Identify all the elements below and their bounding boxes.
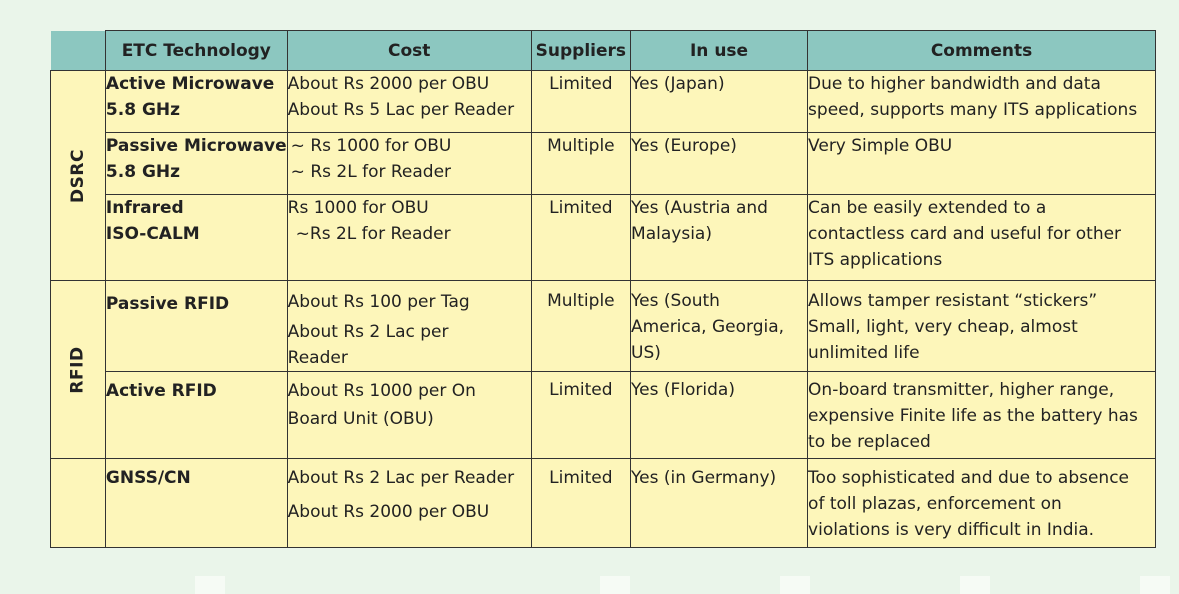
cell-in-use bbox=[631, 71, 808, 133]
text-line: US) bbox=[631, 343, 661, 363]
cell-suppliers: Limited bbox=[531, 71, 630, 133]
text-line: Can be easily extended to a bbox=[808, 198, 1047, 218]
background-decoration bbox=[960, 576, 990, 594]
cell-in-use bbox=[631, 459, 808, 548]
cell-comments bbox=[808, 195, 1156, 281]
text-line: On-board transmitter, higher range, bbox=[808, 380, 1115, 400]
header-technology: ETC Technology bbox=[105, 31, 287, 71]
text-line: of toll plazas, enforcement on bbox=[808, 494, 1062, 514]
text-line: Yes (Austria and bbox=[631, 198, 768, 218]
cell-comments bbox=[808, 281, 1156, 372]
text-line: Yes (Europe) bbox=[631, 136, 737, 156]
cell-technology bbox=[105, 281, 287, 372]
table-row bbox=[51, 281, 1156, 372]
text-line: 5.8 GHz bbox=[105, 100, 181, 120]
cell-cost bbox=[287, 195, 531, 281]
text-line: Active RFID bbox=[105, 381, 217, 401]
background-decoration bbox=[780, 576, 810, 594]
cell-suppliers: Limited bbox=[531, 372, 630, 459]
text-line: Passive RFID bbox=[105, 294, 230, 314]
cell-suppliers: Limited bbox=[531, 195, 630, 281]
text-line: About Rs 5 Lac per Reader bbox=[287, 100, 515, 120]
text-line: violations is very difficult in India. bbox=[808, 520, 1095, 540]
text-line: Active Microwave bbox=[105, 74, 275, 94]
text-line: Too sophisticated and due to absence bbox=[808, 468, 1130, 488]
text-line: About Rs 100 per Tag bbox=[287, 292, 470, 312]
group-text-dsrc: DSRC bbox=[67, 148, 88, 203]
cell-suppliers: Multiple bbox=[531, 281, 630, 372]
group-label-rfid bbox=[51, 281, 106, 459]
cell-in-use bbox=[631, 281, 808, 372]
text-line: Malaysia) bbox=[631, 224, 712, 244]
cell-technology bbox=[105, 372, 287, 459]
table-row bbox=[51, 372, 1156, 459]
text-line: Rs 1000 for OBU bbox=[287, 198, 429, 218]
header-cost: Cost bbox=[287, 31, 531, 71]
text-line: Yes (South bbox=[631, 291, 720, 311]
cell-comments bbox=[808, 71, 1156, 133]
header-comments: Comments bbox=[808, 31, 1156, 71]
cell-in-use bbox=[631, 372, 808, 459]
cell-comments bbox=[808, 372, 1156, 459]
cell-technology bbox=[105, 71, 287, 133]
text-line: Yes (Japan) bbox=[631, 74, 725, 94]
text-line: Allows tamper resistant “stickers” bbox=[808, 291, 1098, 311]
header-corner bbox=[51, 31, 106, 71]
cell-technology bbox=[105, 459, 287, 548]
text-line: Yes (in Germany) bbox=[631, 468, 777, 488]
background-decoration bbox=[600, 576, 630, 594]
cell-comments bbox=[808, 133, 1156, 195]
text-line: Infrared bbox=[105, 198, 184, 218]
header-suppliers: Suppliers bbox=[531, 31, 630, 71]
text-line: Very Simple OBU bbox=[808, 136, 953, 156]
header-in-use: In use bbox=[631, 31, 808, 71]
background-decoration bbox=[195, 576, 225, 594]
text-line: ITS applications bbox=[808, 250, 943, 270]
cell-cost bbox=[287, 281, 531, 372]
text-line: About Rs 2 Lac per bbox=[287, 322, 449, 342]
text-line: ~ Rs 2L for Reader bbox=[290, 162, 452, 182]
group-text-rfid: RFID bbox=[67, 345, 88, 394]
text-line: Small, light, very cheap, almost bbox=[808, 317, 1078, 337]
text-line: Due to higher bandwidth and data bbox=[808, 74, 1101, 94]
text-line: to be replaced bbox=[808, 432, 931, 452]
cell-cost bbox=[287, 133, 531, 195]
text-line: expensive Finite life as the battery has bbox=[808, 406, 1138, 426]
text-line: contactless card and useful for other bbox=[808, 224, 1122, 244]
cell-cost bbox=[287, 372, 531, 459]
cell-suppliers: Limited bbox=[531, 459, 630, 548]
table-row bbox=[51, 133, 1156, 195]
cell-technology bbox=[105, 195, 287, 281]
text-line: America, Georgia, bbox=[631, 317, 785, 337]
cell-cost bbox=[287, 71, 531, 133]
text-line: speed, supports many ITS applications bbox=[808, 100, 1138, 120]
cell-in-use bbox=[631, 133, 808, 195]
group-label-empty bbox=[51, 459, 106, 548]
header-row bbox=[51, 31, 1156, 71]
text-line: ~Rs 2L for Reader bbox=[295, 224, 451, 244]
text-line: 5.8 GHz bbox=[105, 162, 181, 182]
text-line: About Rs 2000 per OBU bbox=[287, 74, 490, 94]
text-line: Reader bbox=[287, 348, 348, 368]
text-line: Board Unit (OBU) bbox=[287, 409, 434, 429]
cell-suppliers: Multiple bbox=[531, 133, 630, 195]
cell-technology bbox=[105, 133, 287, 195]
text-line: ISO-CALM bbox=[105, 224, 200, 244]
table-row bbox=[51, 459, 1156, 548]
text-line: unlimited life bbox=[808, 343, 920, 363]
table-row bbox=[51, 71, 1156, 133]
text-line: Yes (Florida) bbox=[631, 380, 735, 400]
text-line: ~ Rs 1000 for OBU bbox=[290, 136, 452, 156]
cell-in-use bbox=[631, 195, 808, 281]
text-line: About Rs 2000 per OBU bbox=[287, 502, 490, 522]
text-line: Passive Microwave bbox=[105, 136, 287, 156]
text-line: About Rs 1000 per On bbox=[287, 381, 476, 401]
background-decoration bbox=[1140, 576, 1170, 594]
group-label-dsrc bbox=[51, 71, 106, 281]
cell-comments bbox=[808, 459, 1156, 548]
cell-cost bbox=[287, 459, 531, 548]
etc-comparison-table bbox=[50, 30, 1156, 548]
text-line: GNSS/CN bbox=[105, 468, 191, 488]
table-row bbox=[51, 195, 1156, 281]
text-line: About Rs 2 Lac per Reader bbox=[287, 468, 515, 488]
